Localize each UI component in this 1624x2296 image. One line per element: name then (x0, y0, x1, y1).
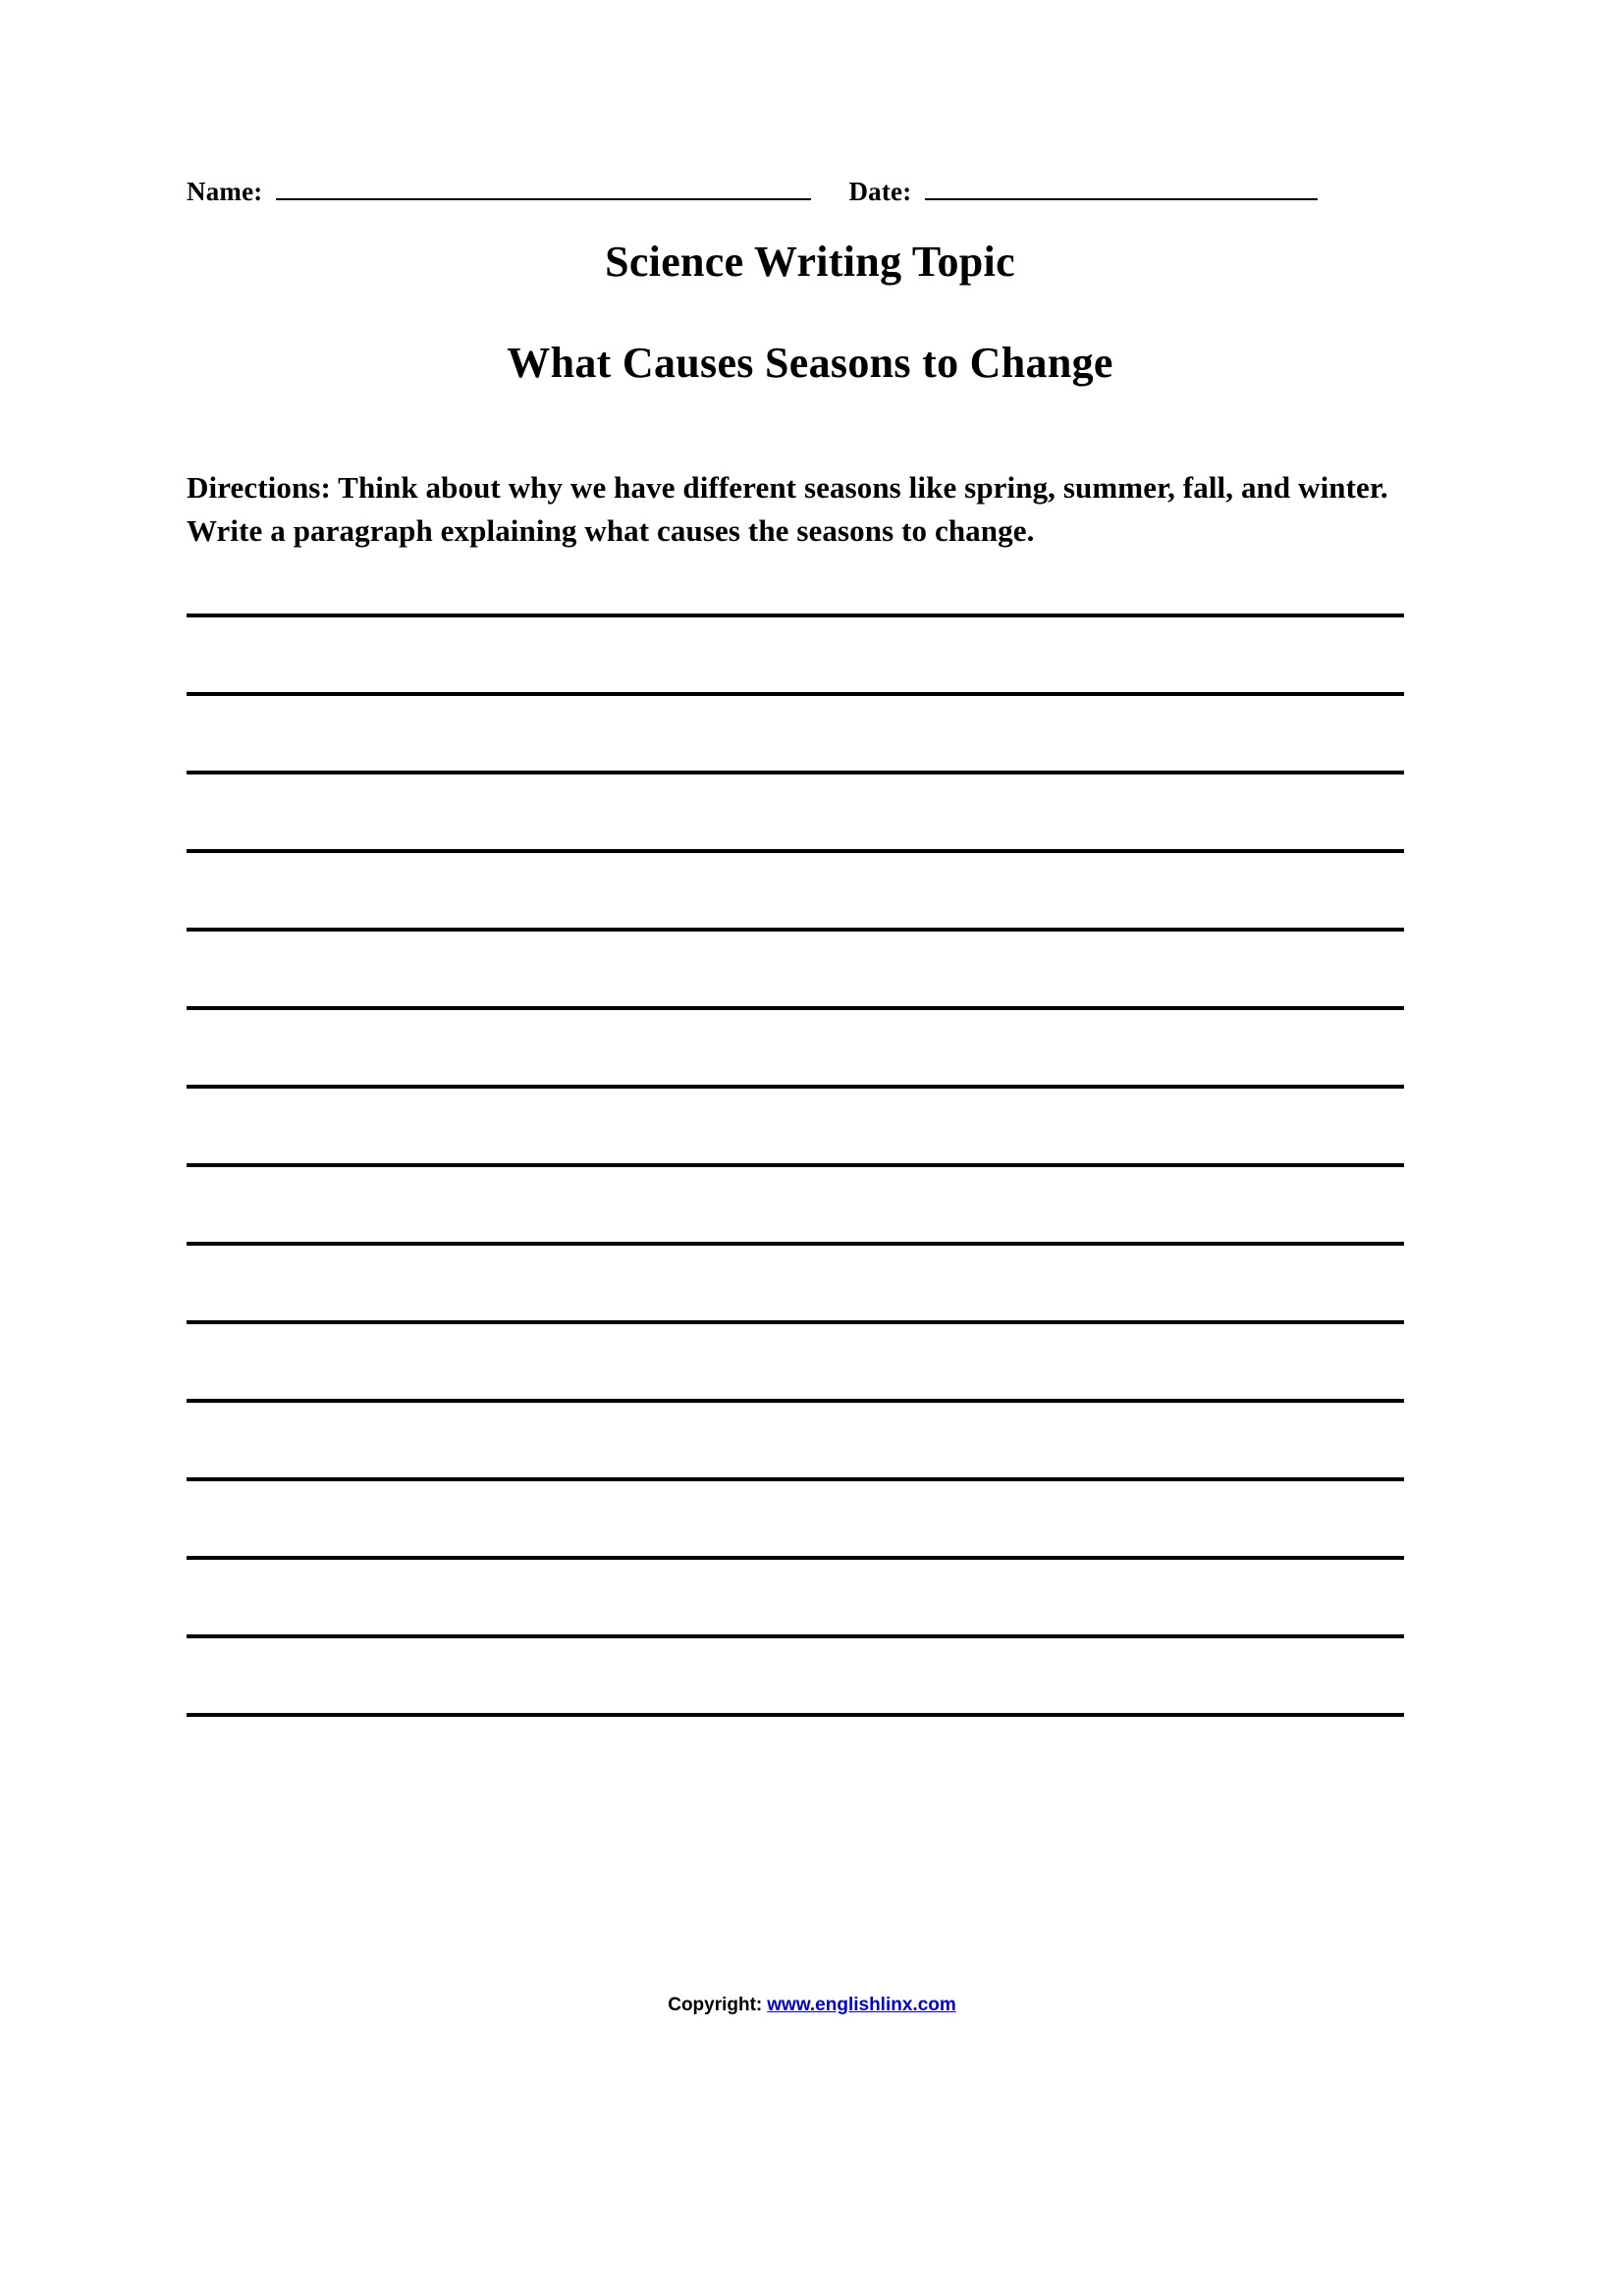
name-label: Name: (187, 177, 263, 206)
page-title: Science Writing Topic (605, 238, 1015, 286)
writing-line[interactable] (187, 1242, 1404, 1246)
writing-line[interactable] (187, 849, 1404, 853)
writing-line[interactable] (187, 1634, 1404, 1638)
writing-line[interactable] (187, 692, 1404, 696)
writing-line[interactable] (187, 1713, 1404, 1717)
writing-lines (187, 614, 1434, 1717)
copyright-label: Copyright: (668, 1995, 763, 2015)
writing-line[interactable] (187, 1320, 1404, 1324)
writing-line[interactable] (187, 771, 1404, 774)
writing-line[interactable] (187, 1556, 1404, 1560)
date-label: Date: (848, 177, 912, 206)
writing-line[interactable] (187, 1399, 1404, 1403)
writing-line[interactable] (187, 614, 1404, 617)
directions-text: Directions: Think about why we have different seasons like spring, summer, fall, and winter. Write a paragraph explaining what causes the seasons to change. (187, 469, 1388, 548)
writing-line[interactable] (187, 1006, 1404, 1010)
website-link[interactable]: www.englishlinx.com (767, 1995, 956, 2015)
writing-line[interactable] (187, 1477, 1404, 1481)
name-input-line[interactable] (276, 198, 811, 200)
writing-line[interactable] (187, 1163, 1404, 1167)
writing-line[interactable] (187, 928, 1404, 932)
name-date-row (187, 177, 1434, 207)
footer (0, 1995, 1624, 2016)
title-block (187, 237, 1434, 390)
date-input-line[interactable] (925, 198, 1318, 200)
writing-line[interactable] (187, 1085, 1404, 1089)
page-subtitle: What Causes Seasons to Change (507, 338, 1113, 387)
worksheet-content (187, 177, 1434, 1717)
